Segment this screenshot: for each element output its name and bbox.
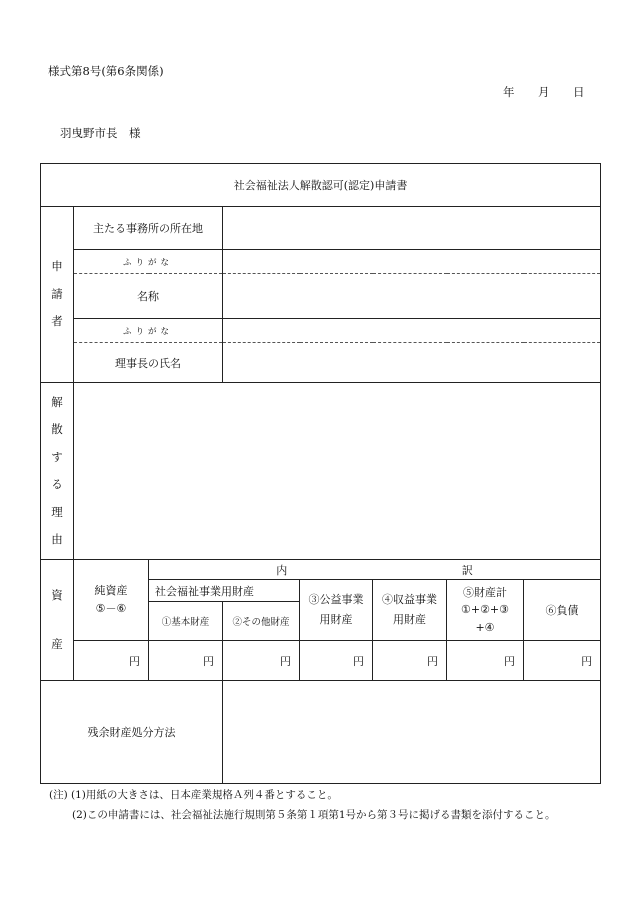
- office-location-label: 主たる事務所の所在地: [74, 207, 223, 250]
- furigana-label-1: ふりがな: [74, 250, 223, 274]
- breakdown-header: 内 訳: [149, 560, 601, 580]
- total-property-header: ⑤財産計 ①+②+③ +④: [447, 580, 524, 641]
- profit-business-property-header: ④収益事業 用財産: [373, 580, 447, 641]
- welfare-property-header: 社会福祉事業用財産: [149, 580, 300, 602]
- chairman-furigana-field[interactable]: [223, 319, 601, 343]
- other-property-amount-field[interactable]: 円: [223, 641, 300, 681]
- other-property-header: ②その他財産: [223, 602, 300, 641]
- chairman-name-label: 理事長の氏名: [74, 343, 223, 383]
- net-assets-header: 純資産 ⑤－⑥: [74, 560, 149, 641]
- date-year-label: 年: [503, 85, 515, 99]
- date-month-label: 月: [538, 85, 550, 99]
- liabilities-amount-field[interactable]: 円: [524, 641, 601, 681]
- basic-property-header: ①基本財産: [149, 602, 223, 641]
- office-location-field[interactable]: [223, 207, 601, 250]
- form-title: 社会福祉法人解散認可(認定)申請書: [41, 164, 601, 207]
- addressee: 羽曳野市長 様: [60, 126, 141, 140]
- form-number: 様式第8号(第6条関係): [48, 64, 164, 78]
- application-form-table: [40, 163, 601, 784]
- dissolution-reason-label: 解 散 す る 理 由: [41, 383, 74, 560]
- note-2: (2)この申請書には、社会福祉法施行規則第５条第１項第1号から第３号に掲げる書類を添付すること。: [72, 809, 556, 821]
- liabilities-header: ⑥負債: [524, 580, 601, 641]
- name-field[interactable]: [223, 274, 601, 319]
- basic-property-amount-field[interactable]: 円: [149, 641, 223, 681]
- public-interest-amount-field[interactable]: 円: [300, 641, 373, 681]
- profit-business-amount-field[interactable]: 円: [373, 641, 447, 681]
- dissolution-reason-field[interactable]: [74, 383, 601, 560]
- name-label: 名称: [74, 274, 223, 319]
- note-1: (注) (1)用紙の大きさは、日本産業規格Ａ列４番とすること。: [49, 789, 338, 801]
- furigana-label-2: ふりがな: [74, 319, 223, 343]
- date-day-label: 日: [573, 85, 585, 99]
- applicant-section-label: 申 請 者: [41, 207, 74, 383]
- chairman-name-field[interactable]: [223, 343, 601, 383]
- name-furigana-field[interactable]: [223, 250, 601, 274]
- net-assets-amount-field[interactable]: 円: [74, 641, 149, 681]
- residual-disposal-field[interactable]: [223, 681, 601, 784]
- public-interest-property-header: ③公益事業 用財産: [300, 580, 373, 641]
- total-property-amount-field[interactable]: 円: [447, 641, 524, 681]
- residual-disposal-label: 残余財産処分方法: [41, 681, 223, 784]
- assets-section-label: 資 産: [41, 560, 74, 681]
